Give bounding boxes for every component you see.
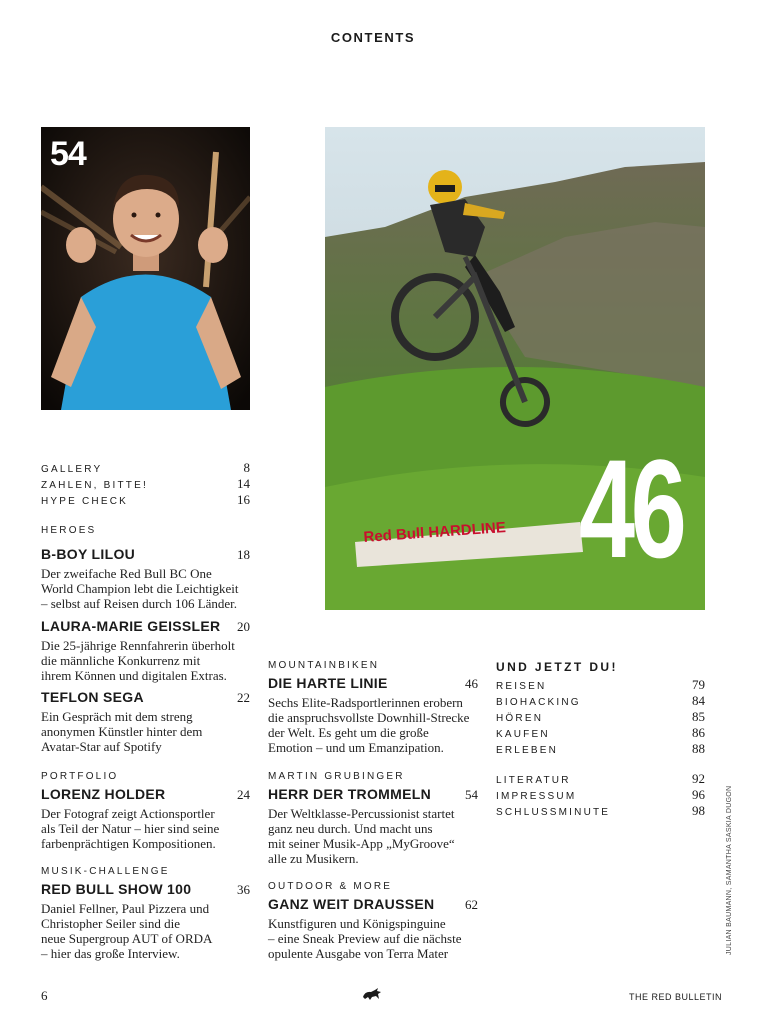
list-item-label: BIOHACKING [496, 697, 581, 708]
desc-line: Ein Gespräch mit dem streng [41, 709, 193, 724]
desc-line: als Teil der Natur – hier sind seine [41, 821, 220, 836]
entry-description [41, 709, 250, 754]
list-item[interactable] [496, 741, 705, 757]
desc-line: anonymen Künstler hinter dem [41, 724, 203, 739]
list-item-page: 84 [692, 693, 705, 708]
desc-line: – hier das große Interview. [41, 946, 180, 961]
top-list [41, 460, 250, 508]
list-item[interactable] [496, 709, 705, 725]
footer-page-number: 6 [41, 988, 48, 1003]
desc-line: die anspruchsvollste Downhill-Strecke [268, 710, 470, 725]
desc-line: farbenprächtigen Kompositionen. [41, 836, 216, 851]
list-item[interactable] [41, 476, 250, 492]
entry-page: 62 [465, 897, 478, 912]
list-item[interactable] [496, 693, 705, 709]
toc-entry[interactable] [268, 675, 478, 755]
list-item-page: 14 [237, 476, 250, 491]
entry-description [268, 695, 478, 755]
desc-line: ganz neu durch. Und macht uns [268, 821, 433, 836]
list-item[interactable] [41, 492, 250, 508]
entry-description [41, 638, 250, 683]
toc-entry[interactable] [41, 881, 250, 961]
photo-page-number-54: 54 [50, 135, 86, 173]
bull-logo-icon [362, 987, 382, 1006]
toc-entry[interactable] [268, 786, 478, 866]
desc-line: Christopher Seiler sind die [41, 916, 181, 931]
desc-line: alle zu Musikern. [268, 851, 359, 866]
entry-page: 22 [237, 690, 250, 705]
und-jetzt-du-title: UND JETZT DU! [496, 660, 618, 674]
desc-line: Avatar-Star auf Spotify [41, 739, 162, 754]
toc-entry[interactable] [41, 618, 250, 683]
desc-line: ihrem Können und digitalen Extras. [41, 668, 227, 683]
photo-credit-text: JULIAN BAUMANN, SAMANTHA SASKIA DUGON [726, 785, 733, 955]
list-item-label: IMPRESSUM [496, 791, 577, 802]
list-item-label: HYPE CHECK [41, 496, 129, 507]
desc-line: Sechs Elite-Radsportlerinnen erobern [268, 695, 463, 710]
list-item[interactable] [41, 460, 250, 476]
entry-description [268, 916, 478, 961]
entry-title: HERR DER TROMMELN [268, 786, 431, 802]
list-item[interactable] [496, 787, 705, 803]
race-banner-text: Red Bull HARDLINE [363, 519, 507, 546]
category-musik-challenge: MUSIK-CHALLENGE [41, 866, 170, 877]
category-portfolio: PORTFOLIO [41, 771, 119, 782]
category-martin-grubinger: MARTIN GRUBINGER [268, 771, 405, 782]
category-mountainbiken: MOUNTAINBIKEN [268, 660, 380, 671]
entry-page: 18 [237, 547, 250, 562]
desc-line: Daniel Fellner, Paul Pizzera und [41, 901, 210, 916]
entry-page: 24 [237, 787, 250, 802]
list-item-label: REISEN [496, 681, 547, 692]
list-item-label: ZAHLEN, BITTE! [41, 480, 148, 491]
list-item-page: 88 [692, 741, 705, 756]
desc-line: Der Weltklasse-Percussionist startet [268, 806, 455, 821]
desc-line: opulente Ausgabe von Terra Mater [268, 946, 449, 961]
list-item-page: 16 [237, 492, 250, 507]
desc-line: Der zweifache Red Bull BC One [41, 566, 212, 581]
list-item-label: GALLERY [41, 464, 103, 475]
und-jetzt-du-list [496, 677, 705, 757]
entry-title: DIE HARTE LINIE [268, 675, 388, 691]
list-item-label: KAUFEN [496, 729, 550, 740]
list-item-page: 8 [243, 460, 250, 475]
category-outdoor-more: OUTDOOR & MORE [268, 881, 393, 892]
entry-description [41, 566, 250, 611]
desc-line: neue Supergroup AUT of ORDA [41, 931, 213, 946]
list-item[interactable] [496, 771, 705, 787]
desc-line: der Welt. Es geht um die große [268, 725, 429, 740]
list-item-page: 85 [692, 709, 705, 724]
desc-line: die männliche Konkurrenz mit [41, 653, 201, 668]
gallery-photo [41, 127, 250, 410]
list-item-label: ERLEBEN [496, 745, 559, 756]
list-item-page: 79 [692, 677, 705, 692]
desc-line: – eine Sneak Preview auf die nächste [268, 931, 462, 946]
list-item-page: 86 [692, 725, 705, 740]
desc-line: Kunstfiguren und Königspinguine [268, 916, 446, 931]
footer-brand: THE RED BULLETIN [629, 992, 723, 1002]
toc-entry[interactable] [41, 786, 250, 851]
entry-title: LAURA-MARIE GEISSLER [41, 618, 221, 634]
list-item-label: LITERATUR [496, 775, 571, 786]
desc-line: Emotion – und um Emanzipation. [268, 740, 444, 755]
desc-line: World Champion lebt die Leichtigkeit [41, 581, 239, 596]
entry-title: RED BULL SHOW 100 [41, 881, 192, 897]
entry-page: 54 [465, 787, 478, 802]
toc-entry[interactable] [41, 689, 250, 754]
list-item[interactable] [496, 803, 705, 819]
desc-line: Die 25-jährige Rennfahrerin überholt [41, 638, 235, 653]
entry-page: 20 [237, 619, 250, 634]
entry-title: B-BOY LILOU [41, 546, 136, 562]
entry-description [41, 806, 250, 851]
entry-page: 36 [237, 882, 250, 897]
page-header-title: CONTENTS [330, 30, 416, 45]
desc-line: – selbst auf Reisen durch 106 Länder. [41, 596, 238, 611]
photo-page-number-46: 46 [579, 430, 683, 587]
entry-title: LORENZ HOLDER [41, 786, 166, 802]
entry-page: 46 [465, 676, 478, 691]
entry-title: TEFLON SEGA [41, 689, 144, 705]
list-item[interactable] [496, 725, 705, 741]
category-heroes: HEROES [41, 525, 97, 536]
toc-entry[interactable] [268, 896, 478, 961]
desc-line: mit seiner Musik-App „MyGroove“ [268, 836, 455, 851]
list-item-page: 96 [692, 787, 705, 802]
more-list [496, 771, 705, 819]
entry-description [41, 901, 250, 961]
list-item-label: HÖREN [496, 713, 544, 724]
photo-credit [726, 785, 768, 962]
list-item[interactable] [496, 677, 705, 693]
list-item-page: 98 [692, 803, 705, 818]
entry-title: GANZ WEIT DRAUSSEN [268, 896, 435, 912]
bike-photo [325, 127, 705, 610]
entry-description [268, 806, 478, 866]
toc-entry[interactable] [41, 546, 250, 611]
list-item-label: SCHLUSSMINUTE [496, 807, 611, 818]
desc-line: Der Fotograf zeigt Actionsportler [41, 806, 215, 821]
list-item-page: 92 [692, 771, 705, 786]
